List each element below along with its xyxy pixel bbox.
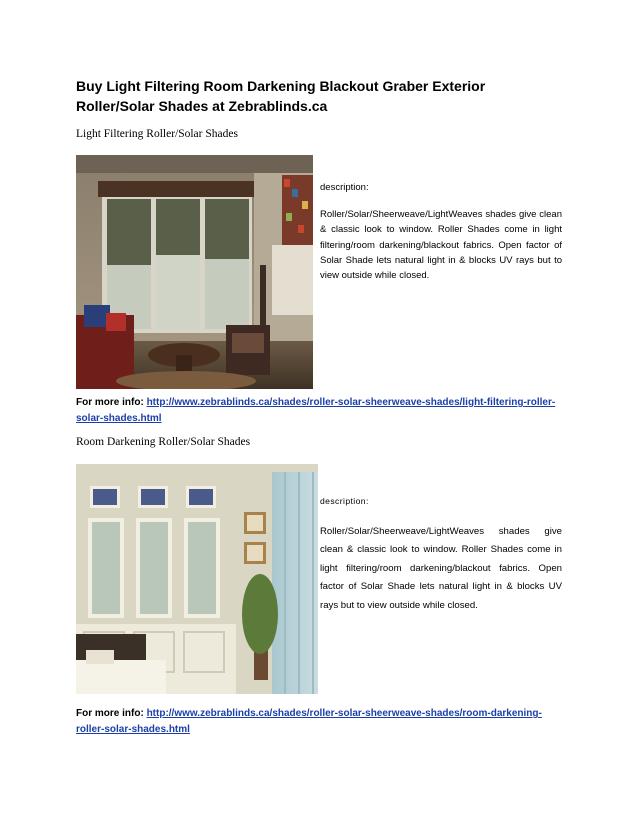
description-text: Roller/Solar/Sheerweave/LightWeaves shades give clean & classic look to window. Roller Shades come in light filtering/room darkening/blackout fabrics. Open factor of Solar Shade lets natural light in & blocks UV rays but to view outside while closed. <box>320 525 562 611</box>
description-text: Roller/Solar/Sheerweave/LightWeaves shades give clean & classic look to window. Roller Shades come in light filtering/room darkening/blackout fabrics. Open factor of Solar Shade lets natural light in & blocks UV rays but to view outside while closed. <box>320 209 562 282</box>
description-label: description: <box>320 182 369 193</box>
more-info-link[interactable]: http://www.zebrablinds.ca/shades/roller-solar-sheerweave-shades/light-filtering-roller-solar-shades.html <box>76 397 556 424</box>
more-info-room-darkening <box>76 706 566 738</box>
room-darkening-room-photo <box>76 464 318 694</box>
description-label: description: <box>320 496 369 506</box>
more-info-light-filtering <box>76 395 566 427</box>
section-heading-room-darkening: Room Darkening Roller/Solar Shades <box>76 436 251 448</box>
section-heading-light-filtering: Light Filtering Roller/Solar Shades <box>76 128 238 140</box>
more-info-link[interactable]: http://www.zebrablinds.ca/shades/roller-solar-sheerweave-shades/room-darkening-roller-solar-shades.html <box>76 708 542 735</box>
light-filtering-room-photo <box>76 155 313 389</box>
description-block-room-darkening <box>320 492 562 615</box>
description-block-light-filtering <box>320 180 562 283</box>
more-info-label: For more info: <box>76 708 144 719</box>
more-info-label: For more info: <box>76 397 144 408</box>
page-title: Buy Light Filtering Room Darkening Blackout Graber Exterior Roller/Solar Shades at Zebrablinds.ca <box>76 78 486 114</box>
